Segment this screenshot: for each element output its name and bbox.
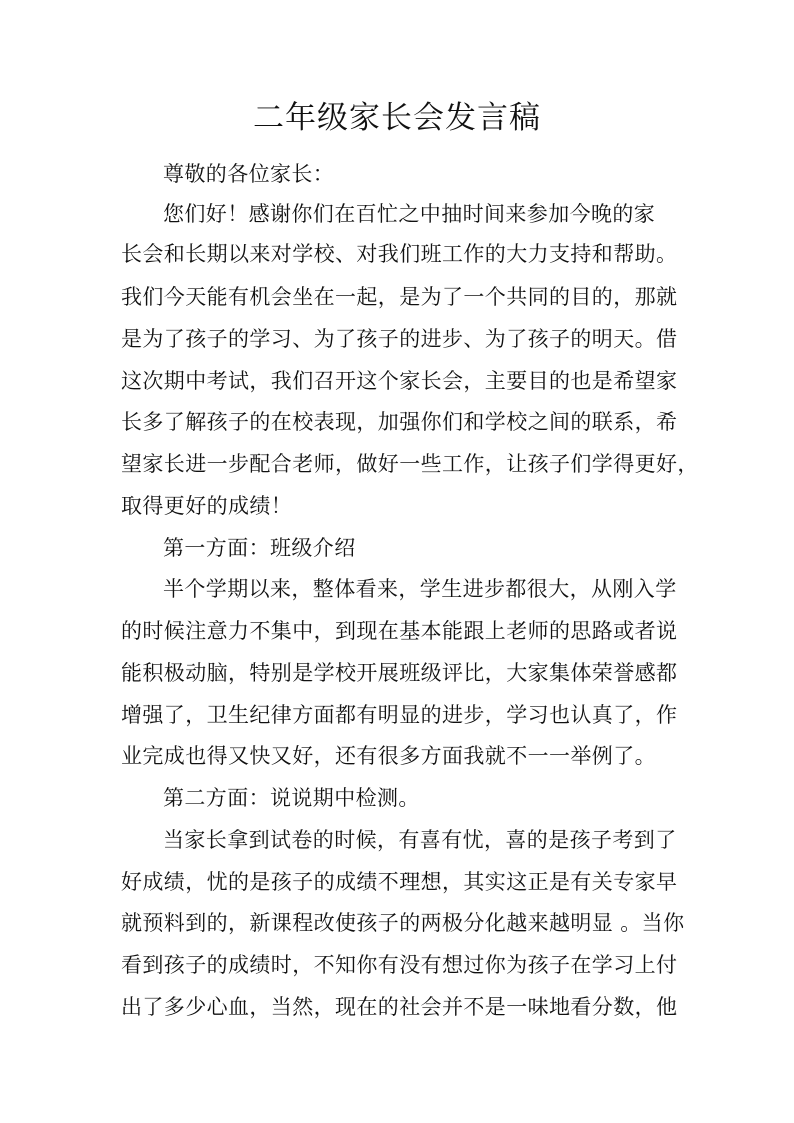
paragraph-line: 增强了，卫生纪律方面都有明显的进步，学习也认真了，作 [121, 703, 678, 727]
paragraph-line: 望家长进一步配合老师，做好一些工作，让孩子们学得更好， [121, 452, 699, 476]
section-heading-midterm: 第二方面：说说期中检测。 [163, 786, 420, 810]
paragraph-line: 好成绩，忧的是孩子的成绩不理想，其实这正是有关专家早 [121, 870, 678, 894]
paragraph-line: 这次期中考试，我们召开这个家长会，主要目的也是希望家 [121, 369, 678, 393]
section-heading-class-intro: 第一方面：班级介绍 [163, 536, 356, 560]
salutation: 尊敬的各位家长： [163, 162, 335, 186]
paragraph-line: 长多了解孩子的在校表现，加强你们和学校之间的联系，希 [121, 410, 678, 434]
document-title: 二年级家长会发言稿 [253, 100, 541, 136]
paragraph-line: 您们好！感谢你们在百忙之中抽时间来参加今晚的家 [163, 202, 656, 226]
paragraph-line: 业完成也得又快又好，还有很多方面我就不一一举例了。 [121, 744, 656, 768]
paragraph-line: 能积极动脑，特别是学校开展班级评比，大家集体荣誉感都 [121, 661, 678, 685]
paragraph-line: 出了多少心血，当然，现在的社会并不是一味地看分数，他 [121, 995, 678, 1019]
paragraph-line: 看到孩子的成绩时，不知你有没有想过你为孩子在学习上付 [121, 953, 678, 977]
paragraph-line: 就预料到的，新课程改使孩子的两极分化越来越明显 。当你 [121, 911, 685, 935]
paragraph-line: 取得更好的成绩！ [121, 494, 293, 518]
paragraph-line: 的时候注意力不集中，到现在基本能跟上老师的思路或者说 [121, 619, 678, 643]
paragraph-line: 半个学期以来，整体看来，学生进步都很大，从刚入学 [163, 577, 677, 601]
paragraph-line: 是为了孩子的学习、为了孩子的进步、为了孩子的明天。借 [121, 327, 678, 351]
paragraph-line: 我们今天能有机会坐在一起，是为了一个共同的目的，那就 [121, 285, 678, 309]
paragraph-line: 长会和长期以来对学校、对我们班工作的大力支持和帮助。 [121, 242, 678, 266]
paragraph-line: 当家长拿到试卷的时候，有喜有忧，喜的是孩子考到了 [163, 828, 677, 852]
